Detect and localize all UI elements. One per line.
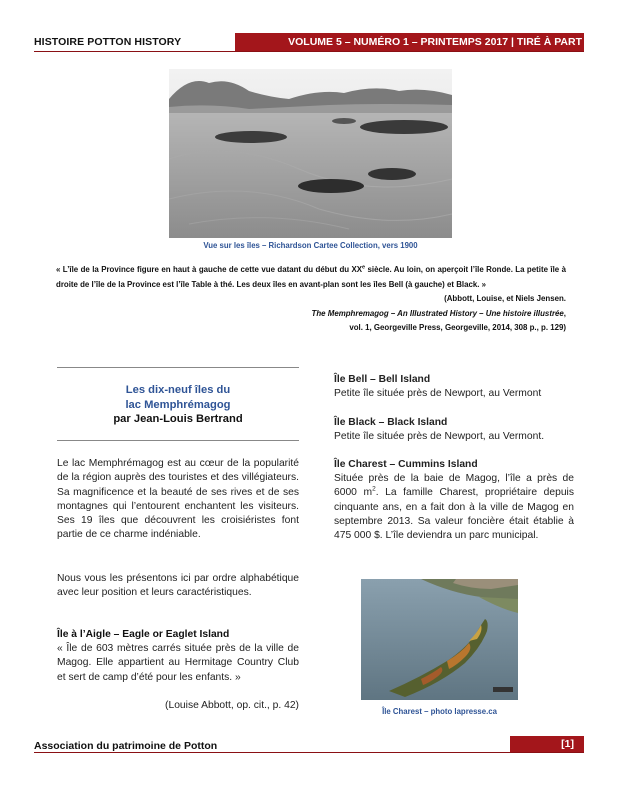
footer-rule xyxy=(34,752,584,753)
title-top-rule xyxy=(57,367,299,368)
quote-book-title: The Memphremagog – An Illustrated History – Une histoire illustrée, xyxy=(311,308,566,318)
ile-charest-photo xyxy=(361,579,518,700)
islands-aerial-photo xyxy=(169,69,452,238)
quote-publication: vol. 1, Georgeville Press, Georgeville, 2014, 308 p., p. 129) xyxy=(349,323,566,332)
quote-text: « L’île de la Province figure en haut à gauche de cette vue datant du début du XXe siècle. Au loin, on aperçoit l’île Ronde. La petite île à droite de l’île de la Province est l’île Table à thé. Les deux îles en avant-plan sont les îles Bell (à gauche) et Black. » xyxy=(56,264,566,289)
article-title: Les dix-neuf îles du lac Memphrémagog xyxy=(125,384,231,411)
title-bottom-rule xyxy=(57,440,299,441)
island-heading-charest: Île Charest – Cummins Island xyxy=(334,459,478,470)
island-text-bell: Petite île située près de Newport, au Vermont xyxy=(334,388,542,399)
footer-organization: Association du patrimoine de Potton xyxy=(34,740,218,752)
quote-block xyxy=(56,263,566,336)
intro-paragraph: Le lac Memphrémagog est au cœur de la popularité de la région auprès des touristes et des villégiateurs. Sa magnificence et la beauté de ses rives et de ses montagnes qui l’entourent enchantent les visiteurs. Ses 19 îles que découvrent les croisiéristes font partie de ce charme indéniable. xyxy=(57,458,299,541)
island-source-aigle: (Louise Abbott, op. cit., p. 42) xyxy=(165,700,299,711)
island-heading-bell: Île Bell – Bell Island xyxy=(334,374,431,385)
photo-caption: Vue sur les îles – Richardson Cartee Collection, vers 1900 xyxy=(203,241,418,250)
island-text-aigle: « Île de 603 mètres carrés située près de la ville de Magog. Elle appartient au Hermitage Country Club et sert de camp d’été pour les enfants. » xyxy=(57,643,299,683)
page-number: [1] xyxy=(510,736,584,752)
header-rule xyxy=(34,51,584,52)
island-heading-black: Île Black – Black Island xyxy=(334,417,448,428)
island-text-black: Petite île située près de Newport, au Vermont. xyxy=(334,431,545,442)
island-heading-aigle: Île à l’Aigle – Eagle or Eaglet Island xyxy=(57,629,230,640)
photo-caption-2: Île Charest – photo lapresse.ca xyxy=(382,707,497,716)
issue-banner: VOLUME 5 – NUMÉRO 1 – PRINTEMPS 2017 | TIRÉ À PART xyxy=(235,33,584,51)
running-header-title: HISTOIRE POTTON HISTORY xyxy=(34,36,182,48)
quote-attribution: (Abbott, Louise, et Niels Jensen. xyxy=(444,294,566,303)
intro-paragraph-2: Nous vous les présentons ici par ordre alphabétique avec leur position et leurs caractéristiques. xyxy=(57,573,299,599)
island-text-charest: Située près de la baie de Magog, l’île a près de 6000 $m^2$. La famille Charest, propriétaire depuis cinquante ans, en a fait don à la ville de Magog en septembre 2013. Sa valeur foncière était établie à 475 000 $. L’île deviendra un parc municipal. xyxy=(334,473,574,542)
article-author: par Jean-Louis Bertrand xyxy=(113,413,243,425)
